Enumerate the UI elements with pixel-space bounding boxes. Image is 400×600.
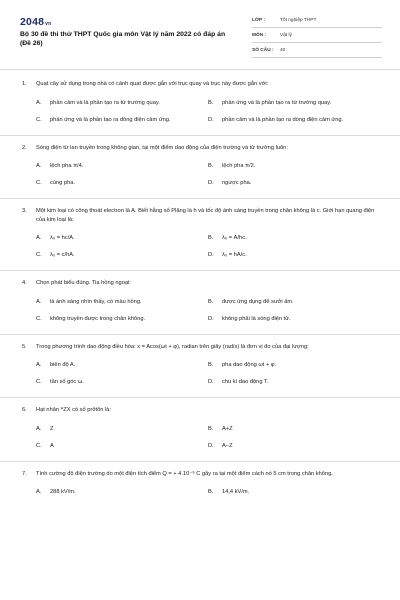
answer-option[interactable] (208, 230, 380, 247)
option-letter: A. (36, 425, 42, 432)
logo-suffix: vn (45, 21, 52, 27)
option-text: A (50, 442, 54, 449)
answer-option[interactable] (208, 374, 380, 391)
answer-option[interactable] (36, 247, 208, 264)
meta-key: MÔN : (252, 32, 267, 38)
answer-option[interactable] (208, 112, 380, 129)
meta-row-count (252, 43, 382, 58)
option-text: phần ứng và là phần tạo ra từ trường quay. (222, 99, 332, 106)
answer-option[interactable] (36, 374, 208, 391)
question-item (22, 207, 378, 264)
question-list (0, 80, 400, 501)
page-header (0, 0, 400, 66)
question-item (22, 279, 378, 328)
option-letter: A. (36, 163, 42, 170)
option-letter: B. (208, 163, 214, 170)
logo-text: 2048 (20, 16, 45, 28)
meta-key: LỚP : (252, 17, 266, 23)
option-letter: A. (36, 489, 42, 496)
question-divider (0, 198, 400, 199)
option-letter: A. (36, 362, 42, 369)
option-letter: D. (208, 315, 214, 322)
answer-options (36, 421, 378, 455)
question-stem: Hạt nhân ᴬZX có số prôtôn là: (36, 407, 111, 413)
answer-option[interactable] (36, 230, 208, 247)
question-stem: Tính cường độ điện trường do một điện tích điểm Q = + 4.10⁻⁹ C gây ra tại một điểm cách nó 5 cm trong chân không. (36, 470, 333, 477)
answer-option[interactable] (36, 158, 208, 175)
option-text: phần cảm và là phần tạo ra dòng điện cảm ứng. (222, 116, 344, 123)
answer-option[interactable] (36, 112, 208, 129)
option-letter: C. (36, 442, 42, 449)
option-letter: B. (208, 235, 214, 242)
header-divider (0, 69, 400, 70)
option-letter: C. (36, 116, 42, 123)
answer-option[interactable] (36, 294, 208, 311)
question-stem: Một kim loại có công thoát electron là A. Biết hằng số Plăng là h và tốc độ ánh sáng truyền trong chân không là c. Giới hạn quang điện của kim loại là: (36, 208, 375, 223)
option-letter: D. (208, 442, 214, 449)
option-letter: A. (36, 235, 42, 242)
document-title: Bộ 30 đề thi thử THPT Quốc gia môn Vật lý năm 2022 có đáp án (Đề 26) (20, 31, 226, 47)
option-letter: D. (208, 116, 214, 123)
option-text: Z (50, 425, 54, 432)
option-text: λ₀ = hc/A. (50, 235, 75, 242)
meta-row-class (252, 13, 382, 28)
question-divider (0, 334, 400, 335)
answer-option[interactable] (208, 175, 380, 192)
meta-row-subject (252, 28, 382, 43)
question-stem: Trong phương trình dao động điều hòa: x = Acos(ωt + φ), radian trên giây (rad/s) là đơn vị đo của đại lượng: (36, 343, 309, 350)
meta-value: 40 (280, 47, 286, 53)
question-number: 2. (22, 144, 27, 151)
answer-option[interactable] (36, 484, 208, 501)
option-letter: D. (208, 379, 214, 386)
answer-option[interactable] (208, 247, 380, 264)
option-text: λ₀ = c/hA. (50, 252, 75, 259)
option-letter: B. (208, 362, 214, 369)
option-text: chu kì dao động T. (222, 379, 269, 386)
question-item (22, 470, 378, 502)
option-text: ngược pha. (222, 180, 252, 187)
question-divider (0, 270, 400, 271)
question-stem: Sóng điện từ lan truyền trong không gian, tại một điểm dao động của điện trường và từ trường luôn: (36, 144, 288, 151)
option-text: lệch pha π/4. (50, 163, 84, 170)
answer-options (36, 484, 378, 501)
answer-option[interactable] (36, 421, 208, 438)
answer-option[interactable] (208, 311, 380, 328)
question-number: 6. (22, 407, 27, 413)
question-number: 3. (22, 208, 27, 214)
question-item (22, 343, 378, 392)
question-number: 7. (22, 470, 27, 477)
answer-option[interactable] (208, 357, 380, 374)
question-divider (0, 135, 400, 136)
answer-option[interactable] (36, 95, 208, 112)
option-letter: A. (36, 298, 42, 305)
option-text: lệch pha π/2. (222, 163, 256, 170)
answer-option[interactable] (36, 175, 208, 192)
option-text: 14,4 kV/m. (222, 489, 250, 496)
meta-value: Tốt nghiệp THPT (280, 17, 317, 23)
option-text: A+Z (222, 425, 233, 432)
answer-option[interactable] (36, 438, 208, 455)
question-item (22, 80, 378, 129)
option-text: pha dao động ωt + φ. (222, 362, 277, 369)
option-letter: C. (36, 379, 42, 386)
site-logo[interactable] (20, 16, 51, 28)
answer-options (36, 158, 378, 192)
answer-option[interactable] (208, 438, 380, 455)
meta-value: Vật lý (280, 32, 292, 38)
option-letter: B. (208, 425, 214, 432)
option-letter: C. (36, 180, 42, 187)
question-number: 1. (22, 81, 27, 87)
question-number: 5. (22, 343, 27, 350)
answer-options (36, 95, 378, 129)
option-text: λ₀ = A/hc. (222, 235, 247, 242)
option-letter: B. (208, 99, 214, 106)
answer-options (36, 357, 378, 391)
option-letter: C. (36, 252, 42, 259)
answer-option[interactable] (36, 357, 208, 374)
option-text: biên độ A. (50, 362, 76, 369)
answer-options (36, 294, 378, 328)
option-letter: A. (36, 99, 42, 106)
option-letter: B. (208, 489, 214, 496)
option-text: 288 kV/m. (50, 489, 76, 496)
question-divider (0, 397, 400, 398)
option-letter: B. (208, 298, 214, 305)
option-letter: D. (208, 252, 214, 259)
answer-options (36, 230, 378, 264)
answer-option[interactable] (208, 294, 380, 311)
question-item (22, 144, 378, 193)
question-stem: Chọn phát biểu đúng. Tia hồng ngoại: (36, 280, 131, 286)
answer-option[interactable] (36, 311, 208, 328)
option-text: là ánh sáng nhìn thấy, có màu hồng. (50, 298, 142, 305)
meta-key: SỐ CÂU : (252, 47, 274, 53)
answer-option[interactable] (208, 95, 380, 112)
option-text: không phải là sóng điện từ. (222, 315, 291, 322)
option-text: λ₀ = hA/c. (222, 252, 247, 259)
question-item (22, 406, 378, 455)
option-text: được ứng dụng để sưởi ấm. (222, 298, 294, 305)
exam-meta-table (252, 13, 382, 58)
question-stem: Quạt cây sử dụng trong nhà có cánh quạt được gắn với trục quay và trục này được gắn với: (36, 81, 269, 87)
answer-option[interactable] (208, 484, 380, 501)
option-letter: D. (208, 180, 214, 187)
question-divider (0, 461, 400, 462)
answer-option[interactable] (208, 158, 380, 175)
option-text: không truyền được trong chân không. (50, 315, 146, 322)
option-letter: C. (36, 315, 42, 322)
question-number: 4. (22, 280, 27, 286)
option-text: phần ứng và là phần tạo ra dòng điện cảm ứng. (50, 116, 171, 123)
option-text: A−Z (222, 442, 233, 449)
option-text: cùng pha. (50, 180, 75, 187)
option-text: tần số góc ω. (50, 379, 84, 386)
option-text: phần cảm và là phần tạo ra từ trường quay. (50, 99, 160, 106)
answer-option[interactable] (208, 421, 380, 438)
